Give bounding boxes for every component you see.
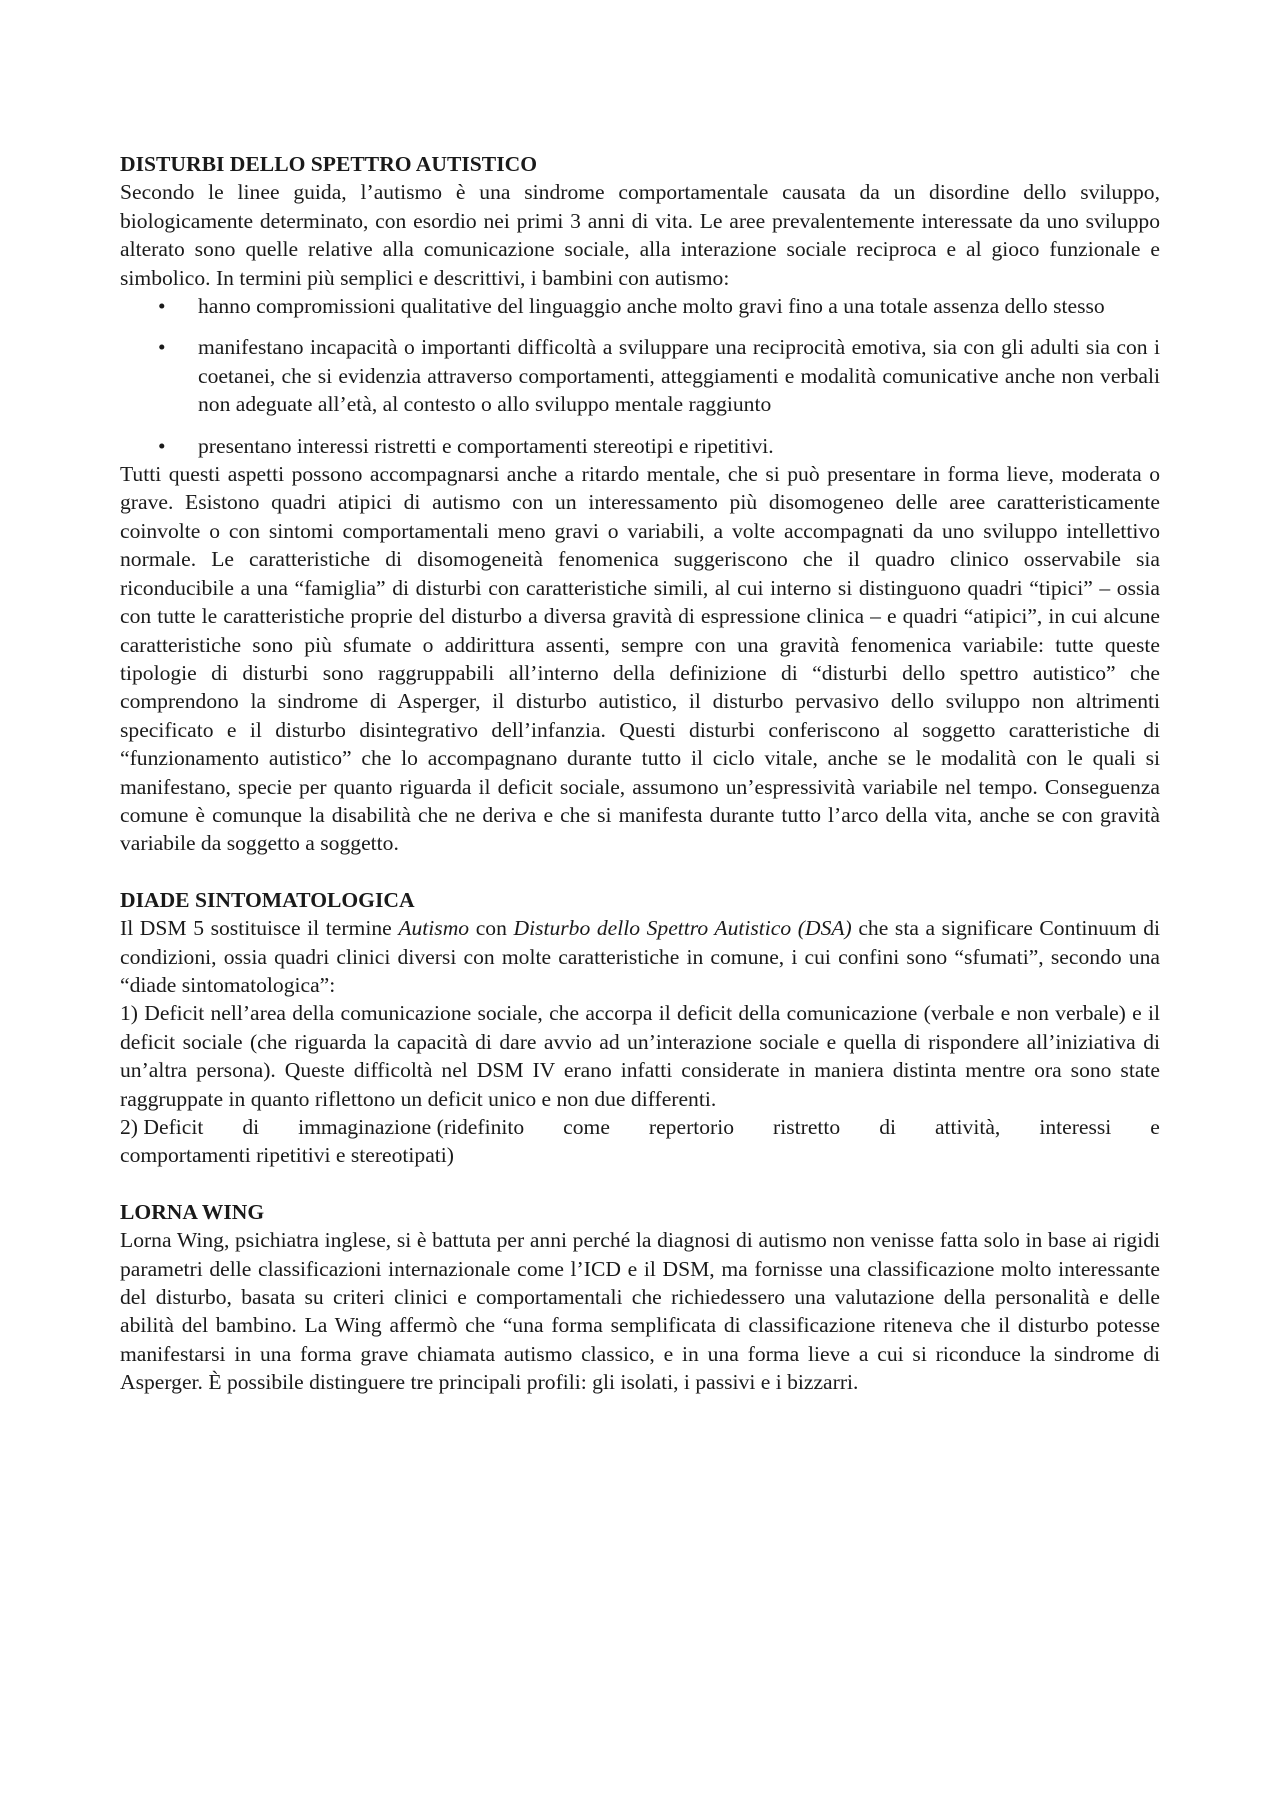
intro-text: Il DSM 5 sostituisce il termine [120,916,399,941]
point-2-word: immaginazione (ridefinito [298,1115,525,1139]
list-item-text: manifestano incapacità o importanti difficoltà a sviluppare una reciprocità emotiva, sia con gli adulti sia con i coetanei, che si evidenzia attraverso comportamenti, atteggiamenti e modalità comunicative anche non verbali non adeguate all’età, al contesto o allo sviluppo mentale raggiunto [198,335,1160,417]
section-heading: LORNA WING [120,1199,265,1224]
point-2-first-line [120,1113,1160,1141]
section-heading: DIADE SINTOMATOLOGICA [120,887,415,912]
section-lorna-wing [120,1198,1160,1397]
bullet-icon: • [158,294,166,319]
term-autismo: Autismo [398,916,470,941]
list-item-text: presentano interessi ristretti e comportamenti stereotipi e ripetitivi. [198,433,774,458]
section-heading: DISTURBI DELLO SPETTRO AUTISTICO [120,152,538,176]
point-2-word: e [1150,1115,1160,1139]
bullet-list [120,292,1160,460]
list-item-text: hanno compromissioni qualitative del linguaggio anche molto gravi fino a una totale assenza dello stesso [198,294,1105,319]
point-2-word: di [879,1115,896,1139]
bullet-icon: • [158,335,166,360]
point-2-word: interessi [1039,1115,1112,1139]
point-2-word: ristretto [773,1115,841,1139]
section-intro-paragraph: Secondo le linee guida, l’autismo è una sindrome comportamentale causata da un disordine dello sviluppo, biologicamente determinato, con esordio nei primi 3 anni di vita. Le aree prevalentemente interessate da uno sviluppo alterato sono quelle relative alla comunicazione sociale, alla interazione sociale reciproca e al gioco funzionale e simbolico. In termini più semplici e descrittivi, i bambini con autismo: [120,180,1160,290]
document-page [120,150,1160,1397]
body-paragraph: Lorna Wing, psichiatra inglese, si è battuta per anni perché la diagnosi di autismo non venisse fatta solo in base ai rigidi parametri delle classificazioni internazionale come l’ICD e il DSM, ma fornisse una classificazione molto interessante del disturbo, basata su criteri clinici e comportamentali che richiedessero una valutazione della personalità e delle abilità del bambino. La Wing affermò che “una forma semplificata di classificazione riteneva che il disturbo potesse manifestarsi in una forma grave chiamata autismo classico, e in una forma lieve a cui si riconduce la sindrome di Asperger. È possibile distinguere tre principali profili: gli isolati, i passivi e i bizzarri. [120,1228,1160,1395]
intro-text: che sta a significare Continuum di condizioni, ossia quadri clinici diversi con molte caratteristiche in comune, i cui confini sono “sfumati”, secondo una “diade sintomatologica”: [120,916,1160,997]
point-1-paragraph: 1) Deficit nell’area della comunicazione sociale, che accorpa il deficit della comunicazione (verbale e non verbale) e il deficit sociale (che riguarda la capacità di dare avvio ad un’interazione sociale e quella di rispondere all’iniziativa di un’altra persona). Queste difficoltà nel DSM IV erano infatti considerate in maniera distinta mentre ora sono state raggruppate in quanto riflettono un deficit unico e non due differenti. [120,1001,1160,1111]
list-item [120,432,1160,460]
intro-text: con [469,916,514,941]
section-intro-paragraph [120,914,1160,999]
list-item [120,333,1160,418]
section-disturbi-spettro-autistico [120,150,1160,858]
body-paragraph: Tutti questi aspetti possono accompagnarsi anche a ritardo mentale, che si può presentare in forma lieve, moderata o grave. Esistono quadri atipici di autismo con un interessamento più disomogeneo delle aree caratteristicamente coinvolte o con sintomi comportamentali meno gravi o variabili, a volte accompagnati da uno sviluppo intellettivo normale. Le caratteristiche di disomogeneità fenomenica suggeriscono che il quadro clinico osservabile sia riconducibile a una “famiglia” di disturbi con caratteristiche simili, al cui interno si distinguono quadri “tipici” – ossia con tutte le caratteristiche proprie del disturbo a diversa gravità di espressione clinica – e quadri “atipici”, in cui alcune caratteristiche sono più sfumate o addirittura assenti, sempre con una gravità fenomenica variabile: tutte queste tipologie di disturbi sono raggruppabili all’interno della definizione di “disturbi dello spettro autistico” che comprendono la sindrome di Asperger, il disturbo autistico, il disturbo pervasivo dello sviluppo non altrimenti specificato e il disturbo disintegrativo dell’infanzia. Questi disturbi conferiscono al soggetto caratteristiche di “funzionamento autistico” che lo accompagnano durante tutto il ciclo vitale, anche se le modalità con le quali si manifestano, specie per quanto riguarda il deficit sociale, assumono un’espressività variabile nel tempo. Conseguenza comune è comunque la disabilità che ne deriva e che si manifesta durante tutto l’arco della vita, anche se con gravità variabile da soggetto a soggetto. [120,462,1160,856]
point-2-word: repertorio [648,1115,735,1139]
section-diade-sintomatologica [120,886,1160,1170]
point-2-continuation: comportamenti ripetitivi e stereotipati) [120,1143,454,1168]
point-2-word: 2) Deficit [120,1115,204,1139]
bullet-icon: • [158,433,166,458]
list-item [120,292,1160,320]
point-2-word: attività, [934,1115,1001,1139]
term-dsa: Disturbo dello Spettro Autistico (DSA) [513,916,852,941]
point-2-word: di [242,1115,260,1139]
point-2-word: come [563,1115,610,1139]
